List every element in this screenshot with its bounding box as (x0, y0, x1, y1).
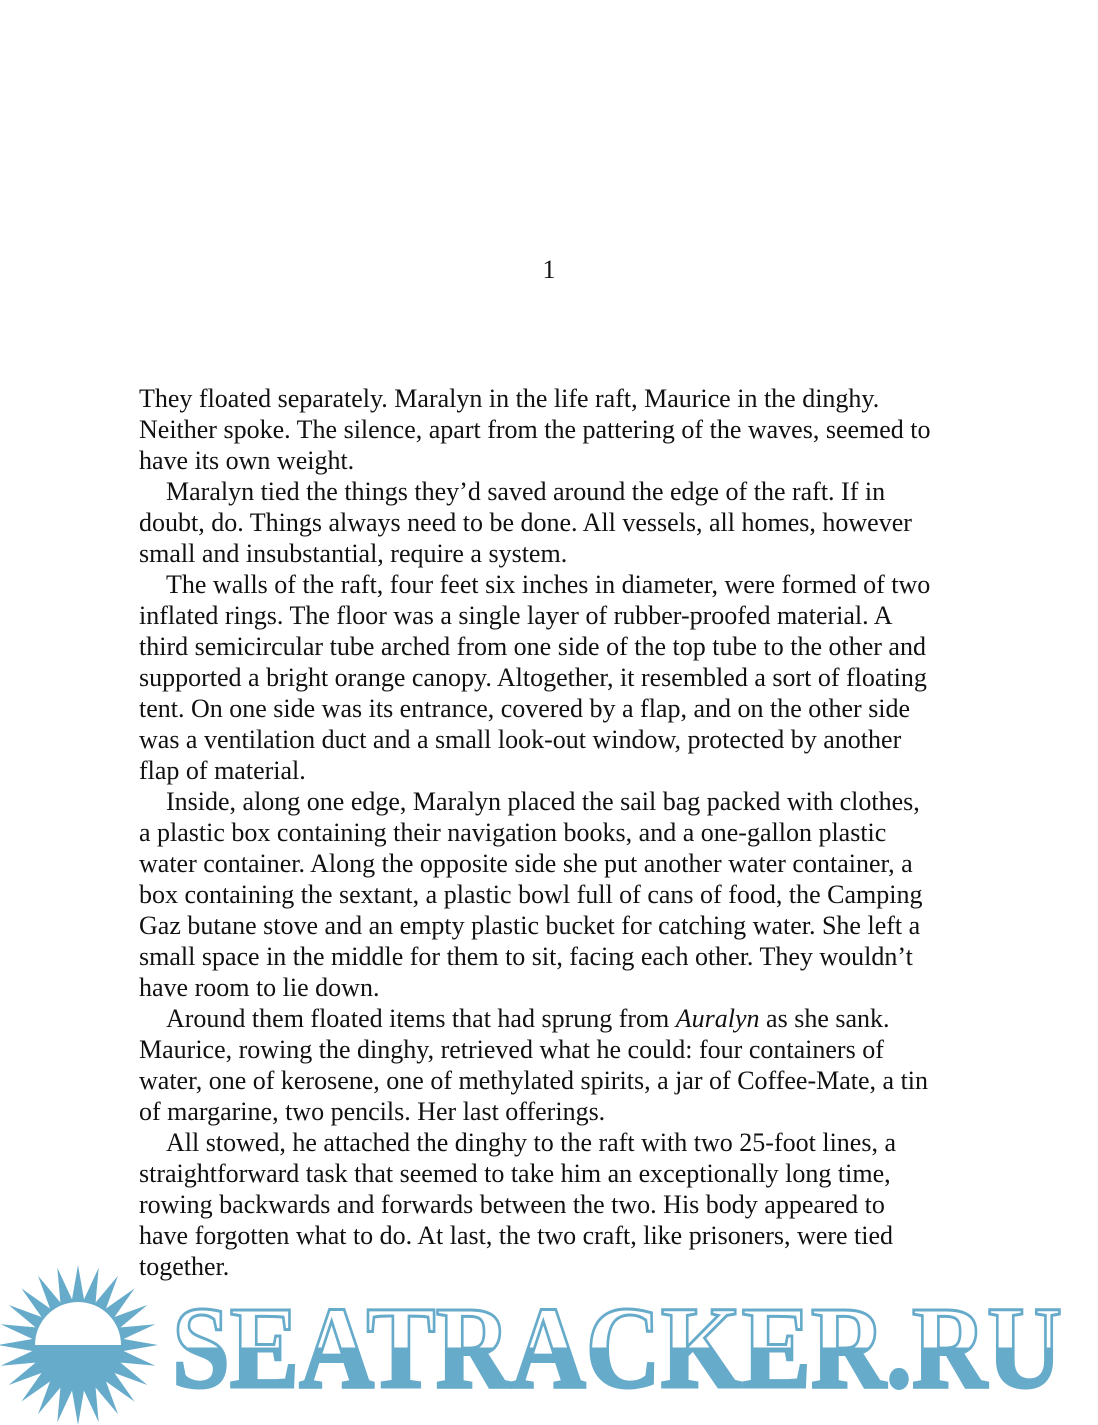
text-line: small and insubstantial, require a system. (139, 539, 568, 568)
text-line (139, 1003, 969, 1034)
paragraph (139, 476, 969, 569)
text-line: box containing the sextant, a plastic bowl full of cans of food, the Camping (139, 880, 923, 909)
paragraph (139, 786, 969, 1003)
text-line: Maralyn tied the things they’d saved around the edge of the raft. If in (166, 477, 886, 506)
text-line: together. (139, 1252, 230, 1281)
text-line: Inside, along one edge, Maralyn placed the sail bag packed with clothes, (166, 787, 920, 816)
paragraph (139, 1127, 969, 1282)
text-line: water, one of kerosene, one of methylated spirits, a jar of Coffee-Mate, a tin (139, 1066, 929, 1095)
paragraph (139, 1003, 969, 1127)
text-line: doubt, do. Things always need to be done. All vessels, all homes, however (139, 508, 912, 537)
text-line: supported a bright orange canopy. Altogether, it resembled a sort of floating (139, 663, 927, 692)
text-segment: as she sank. (759, 1004, 890, 1033)
text-line: have forgotten what to do. At last, the two craft, like prisoners, were tied (139, 1221, 894, 1250)
text-line: Neither spoke. The silence, apart from the pattering of the waves, seemed to (139, 415, 931, 444)
text-line: water container. Along the opposite side she put another water container, a (139, 849, 913, 878)
text-line: was a ventilation duct and a small look-out window, protected by another (139, 725, 902, 754)
body-text (139, 383, 969, 1282)
text-line: They floated separately. Maralyn in the life raft, Maurice in the dinghy. (139, 384, 880, 413)
text-line: flap of material. (139, 756, 306, 785)
watermark-logo (0, 1265, 1080, 1425)
sun-icon (0, 1265, 158, 1425)
text-line: have room to lie down. (139, 973, 380, 1002)
text-line: straightforward task that seemed to take him an exceptionally long time, (139, 1159, 891, 1188)
text-line: Maurice, rowing the dinghy, retrieved what he could: four containers of (139, 1035, 884, 1064)
text-line: a plastic box containing their navigation books, and a one-gallon plastic (139, 818, 887, 847)
paragraph (139, 569, 969, 786)
text-line: rowing backwards and forwards between the two. His body appeared to (139, 1190, 885, 1219)
text-line: inflated rings. The floor was a single layer of rubber-proofed material. A (139, 601, 893, 630)
text-segment: Around them floated items that had sprung from (166, 1004, 676, 1033)
text-line: have its own weight. (139, 446, 355, 475)
text-line: Gaz butane stove and an empty plastic bucket for catching water. She left a (139, 911, 921, 940)
boat-name: Auralyn (675, 1004, 760, 1033)
text-line: small space in the middle for them to sit, facing each other. They wouldn’t (139, 942, 913, 971)
text-line: of margarine, two pencils. Her last offerings. (139, 1097, 606, 1126)
chapter-number: 1 (542, 255, 556, 284)
watermark-text: SEATRACKER.RU (172, 1282, 1062, 1413)
text-line: tent. On one side was its entrance, covered by a flap, and on the other side (139, 694, 911, 723)
paragraph (139, 383, 969, 476)
text-line: All stowed, he attached the dinghy to the raft with two 25-foot lines, a (166, 1128, 896, 1157)
text-line: The walls of the raft, four feet six inches in diameter, were formed of two (166, 570, 931, 599)
text-line: third semicircular tube arched from one side of the top tube to the other and (139, 632, 926, 661)
